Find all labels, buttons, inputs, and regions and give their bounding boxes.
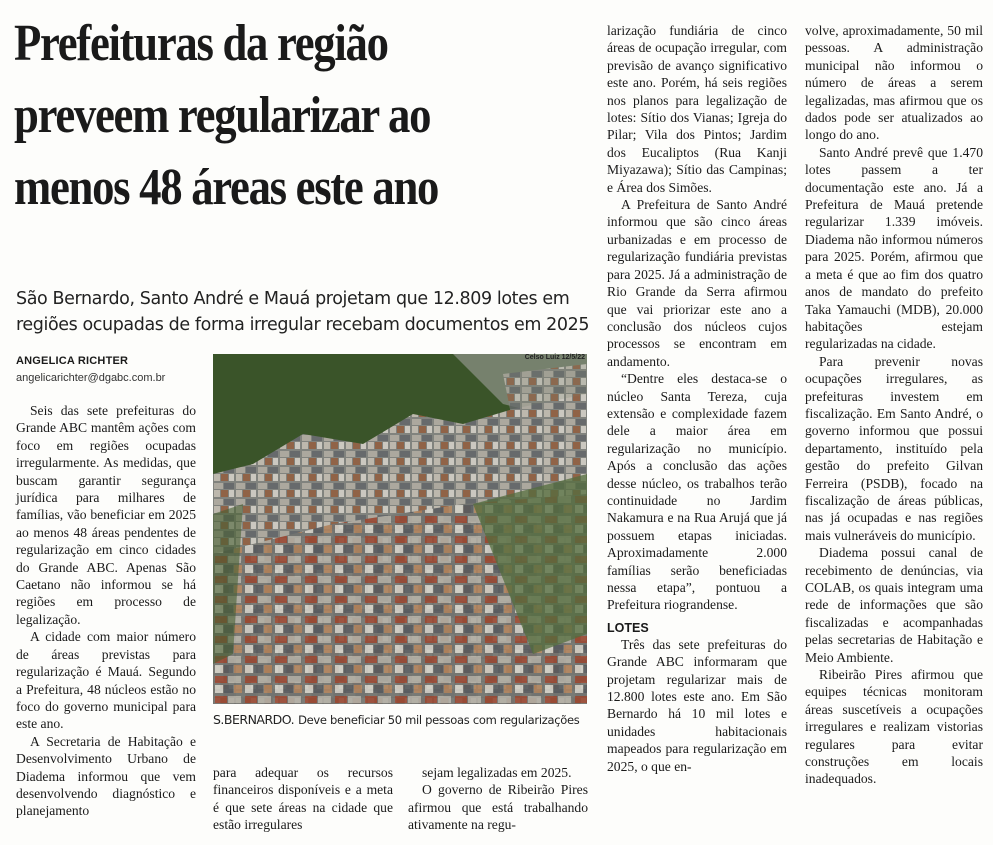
section-heading-lotes: LOTES [607, 620, 649, 635]
paragraph: A Secretaria de Habitação e Desenvolvimento Urbano de Diadema informou que vem desenvolvendo diagnóstico e planejamento [16, 733, 196, 819]
paragraph: Três das sete prefeituras do Grande ABC informaram que projetam regularizar mais de 12.800 lotes este ano. Em São Bernardo há 10 mil lotes e unidades habitacionais mapeados para regularização em 2025, o que en- [607, 636, 787, 774]
photo-caption [213, 712, 593, 727]
headline-line: menos 48 áreas este ano [14, 159, 439, 216]
paragraph: O governo de Ribeirão Pires afirmou que está trabalhando ativamente na regu- [408, 782, 588, 833]
paragraph: sejam legalizadas em 2025. [422, 765, 572, 780]
paragraph: Para prevenir novas ocupações irregulares, as prefeituras investem em fiscalização. Em Santo André, o governo informou que possui departamento, instituído pela gestão do prefeito Gilvan Ferreira (PSDB), focado na fiscalização de áreas públicas, nas já ocupadas e nas regiões mais vulneráveis do município. [805, 353, 983, 543]
headline-line: Prefeituras da região [14, 15, 388, 72]
photo-block [213, 354, 587, 712]
paragraph: Ribeirão Pires afirmou que equipes técnicas monitoram áreas suscetíveis a ocupações irregulares e realizam vistorias regulares para evitar construções em locais inadequados. [805, 667, 983, 787]
headline-line: preveem regularizar ao [14, 87, 431, 144]
paragraph: para adequar os recursos financeiros disponíveis e a meta é que sete áreas na cidade que estão irregulares [213, 765, 393, 833]
paragraph: A Prefeitura de Santo André informou que são cinco áreas urbanizadas e em processo de regularização fundiária previstas para 2025. Já a administração de Rio Grande da Serra afirmou que vai priorizar este ano a conclusão dos núcleos cujos processos se encontram em andamento. [607, 197, 787, 369]
column-4 [607, 22, 787, 775]
photo-credit: Celso Luiz 12/5/22 [524, 354, 585, 361]
headline [14, 8, 513, 224]
column-3-bottom [408, 764, 588, 834]
paragraph: A cidade com maior número de áreas previstas para regularização é Mauá. Segundo a Prefeitura, 48 núcleos estão no foco do governo municipal para este ano. [16, 629, 196, 732]
paragraph: Santo André prevê que 1.470 lotes passem a ter documentação este ano. Já a Prefeitura de Mauá pretende regularizar 1.339 imóveis. Diadema não informou números para 2025. Porém, afirmou que a meta é que ao fim dos quatro anos de mandato do prefeito Taka Yamauchi (MDB), 20.000 habitações estejam regularizadas na cidade. [805, 144, 983, 352]
caption-text: Deve beneficiar 50 mil pessoas com regularizações [298, 713, 580, 727]
paragraph: Diadema possui canal de recebimento de denúncias, via COLAB, os quais integram uma rede de informações que são fiscalizadas e acompanhadas pelas secretarias de Habitação e Meio Ambiente. [805, 545, 983, 665]
column-5 [805, 22, 983, 788]
caption-location: S.BERNARDO. [213, 712, 295, 727]
paragraph: Seis das sete prefeituras do Grande ABC mantêm ações com foco em regiões ocupadas irregularmente. As medidas, que buscam garantir segurança jurídica para milhares de famílias, vão beneficiar em 2025 ao menos 48 áreas pendentes de regularização em cinco cidades do Grande ABC. Apenas São Caetano não informou se há regiões em processo de legalização. [16, 403, 196, 627]
paragraph: larização fundiária de cinco áreas de ocupação irregular, com previsão de avanço significativo este ano. Porém, há seis regiões nos planos para legalização de lotes: Sítio dos Vianas; Igreja do Pilar; Vila dos Pintos; Jardim dos Eucaliptos (Rua Kanji Miyazawa); Sítio das Campinas; e Área dos Simões. [607, 23, 787, 195]
paragraph: “Dentre eles destaca-se o núcleo Santa Tereza, cuja extensão e complexidade fazem dele a maior área em regularização no município. Após a conclusão das ações desse núcleo, os trabalhos terão continuidade no Jardim Nakamura e na Rua Arujá que já possuem etapas iniciadas. Aproximadamente 2.000 famílias serão beneficiadas nessa etapa”, pontuou a Prefeitura riograndense. [607, 371, 787, 613]
subheadline [16, 286, 596, 338]
aerial-photo [213, 354, 587, 704]
author-email[interactable]: angelicarichter@dgabc.com.br [16, 372, 166, 384]
column-2 [213, 764, 393, 834]
subheadline-line: regiões ocupadas de forma irregular recebam documentos em 2025 [16, 315, 590, 335]
column-1 [16, 402, 196, 820]
paragraph: volve, aproximadamente, 50 mil pessoas. A administração municipal não informou o número de áreas a serem legalizadas, mas afirmou que os dados pode ser atualizados ao longo do ano. [805, 23, 983, 143]
subheadline-line: São Bernardo, Santo André e Mauá projetam que 12.809 lotes em [16, 289, 570, 309]
author-name: ANGELICA RICHTER [16, 355, 129, 367]
